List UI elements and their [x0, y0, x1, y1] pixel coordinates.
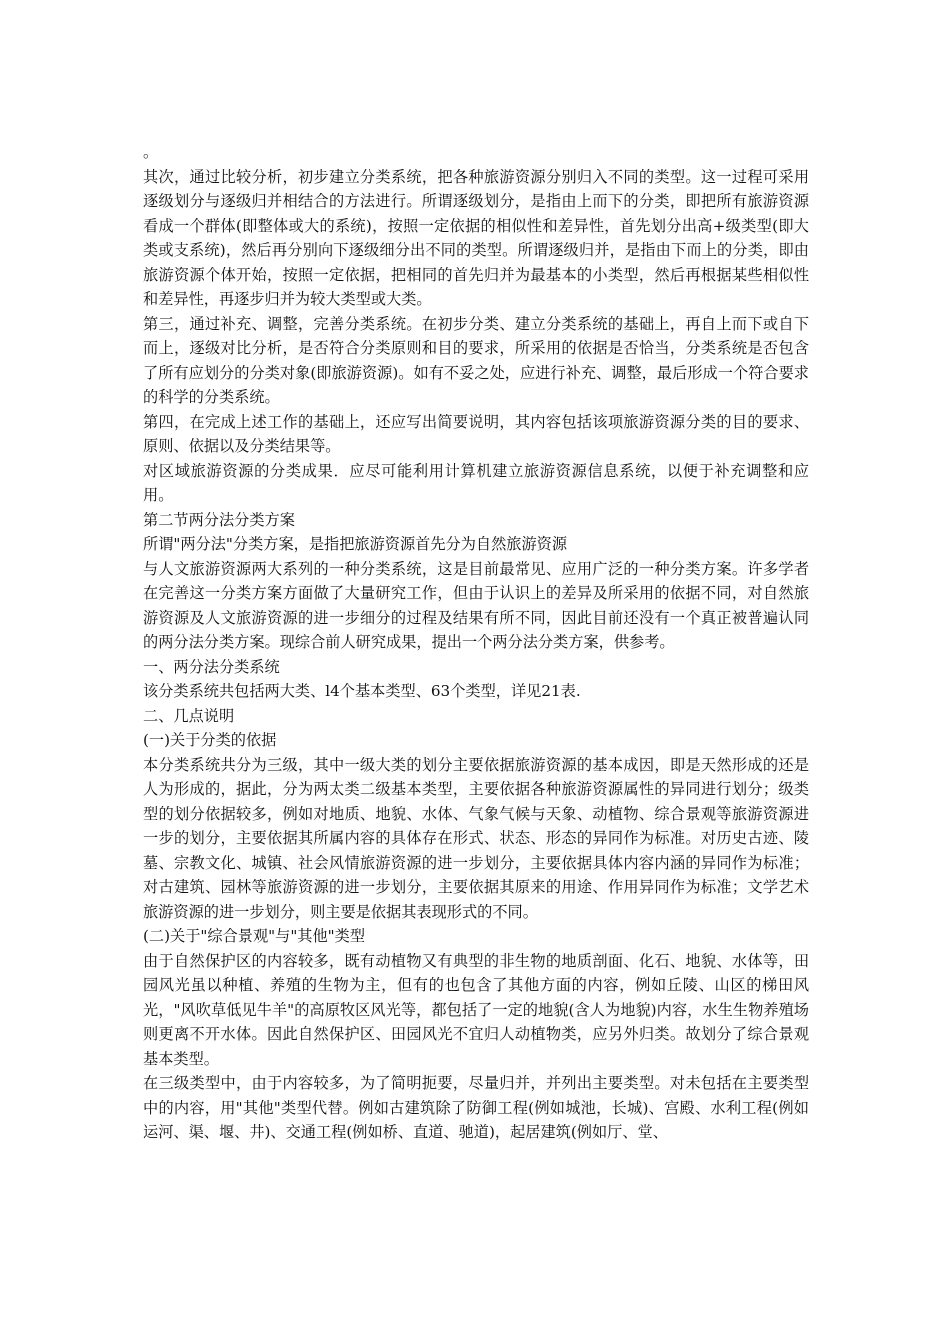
paragraph-basis: 本分类系统共分为三级，其中一级大类的划分主要依据旅游资源的基本成因，即是天然形成的还是人为形成的，据此，分为两太类二级基本类型，主要依据各种旅游资源属性的异同进行划分；级类型的划分依据较多，例如对地质、地貌、水体、气象气候与天象、动植物、综合景观等旅游资源进一步的划分，主要依据其所属内容的具体存在形式、状态、形态的异同作为标准。对历史古迹、陵墓、宗教文化、城镇、社会风情旅游资源的进一步划分，主要依据具体内容内涵的异同作为标准；对古建筑、园林等旅游资源的进一步划分，主要依据其原来的用途、作用异同作为标准；文学艺术旅游资源的进一步划分，则主要是依据其表现形式的不同。 [143, 755, 809, 921]
paragraph-classification-step-2: 其次，通过比较分析，初步建立分类系统，把各种旅游资源分别归入不同的类型。这一过程可采用逐级划分与逐级归并相结合的方法进行。所谓逐级划分，是指由上而下的分类，即把所有旅游资源看成一个群体(即整体或大的系统)，按照一定依据的相似性和差异性，首先划分出高+级类型(即大类或支系统)，然后再分别向下逐级细分出不同的类型。所谓逐级归并，是指由下而上的分类，即由旅游资源个体开始，按照一定依据，把相同的首先归并为最基本的小类型，然后再根据某些相似性和差异性，再逐步归并为较大类型或大类。 [143, 167, 809, 308]
paragraph-classification-step-3: 第三，通过补充、调整，完善分类系统。在初步分类、建立分类系统的基础上，再自上而下或自下而上，逐级对比分析，是否符合分类原则和目的要求，所采用的依据是否恰当，分类系统是否包含了所有应划分的分类对象(即旅游资源)。如有不妥之处，应进行补充、调整，最后形成一个符合要求的科学的分类系统。 [143, 314, 809, 406]
subheading-system: 一、两分法分类系统 [143, 657, 280, 676]
paragraph-system-summary: 该分类系统共包括两大类、l4个基本类型、63个类型，详见21表. [143, 682, 581, 700]
subheading-notes: 二、几点说明 [143, 706, 235, 725]
paragraph-two-fold-overview: 与人文旅游资源两大系列的一种分类系统，这是目前最常见、应用广泛的一种分类方案。许多学者在完善这一分类方案方面做了大量研究工作，但由于认识上的差异及所采用的依据不同，对自然旅游资源及人文旅游资源的进一步细分的过程及结果有所不同，因此目前还没有一个真正被普遍认同的两分法分类方案。现综合前人研究成果，提出一个两分法分类方案，供参考。 [143, 559, 809, 651]
document-body [143, 140, 809, 1145]
paragraph-fragment: 。 [143, 143, 159, 161]
paragraph-other-types: 在三级类型中，由于内容较多，为了简明扼要，尽量归并，并列出主要类型。对未包括在主要类型中的内容，用"其他"类型代替。例如古建筑除了防御工程(例如城池，长城)、宫殿、水利工程(例如运河、渠、堰、井)、交通工程(例如桥、直道、驰道)，起居建筑(例如厅、堂、 [143, 1074, 809, 1141]
paragraph-classification-step-4: 第四，在完成上述工作的基础上，还应写出简要说明，其内容包括该项旅游资源分类的目的要求、原则、依据以及分类结果等。 [143, 412, 809, 455]
paragraph-classification-results: 对区域旅游资源的分类成果．应尽可能利用计算机建立旅游资源信息系统，以便于补充调整和应用。 [143, 461, 809, 504]
subheading-landscape-other: (二)关于"综合景观"与"其他"类型 [143, 927, 366, 945]
subheading-basis: (一)关于分类的依据 [143, 731, 277, 749]
paragraph-comprehensive-landscape: 由于自然保护区的内容较多，既有动植物又有典型的非生物的地质剖面、化石、地貌、水体等，田园风光虽以种植、养殖的生物为主，但有的也包含了其他方面的内容，例如丘陵、山区的梯田风光，"风吹草低见牛羊"的高原牧区风光等，都包括了一定的地貌(含人为地貌)内容，水生生物养殖场则更离不开水体。因此自然保护区、田园风光不宜归人动植物类，应另外归类。故划分了综合景观基本类型。 [143, 951, 809, 1068]
section-heading: 第二节两分法分类方案 [143, 510, 295, 529]
paragraph-two-fold-definition: 所谓"两分法"分类方案，是指把旅游资源首先分为自然旅游资源 [143, 535, 568, 553]
